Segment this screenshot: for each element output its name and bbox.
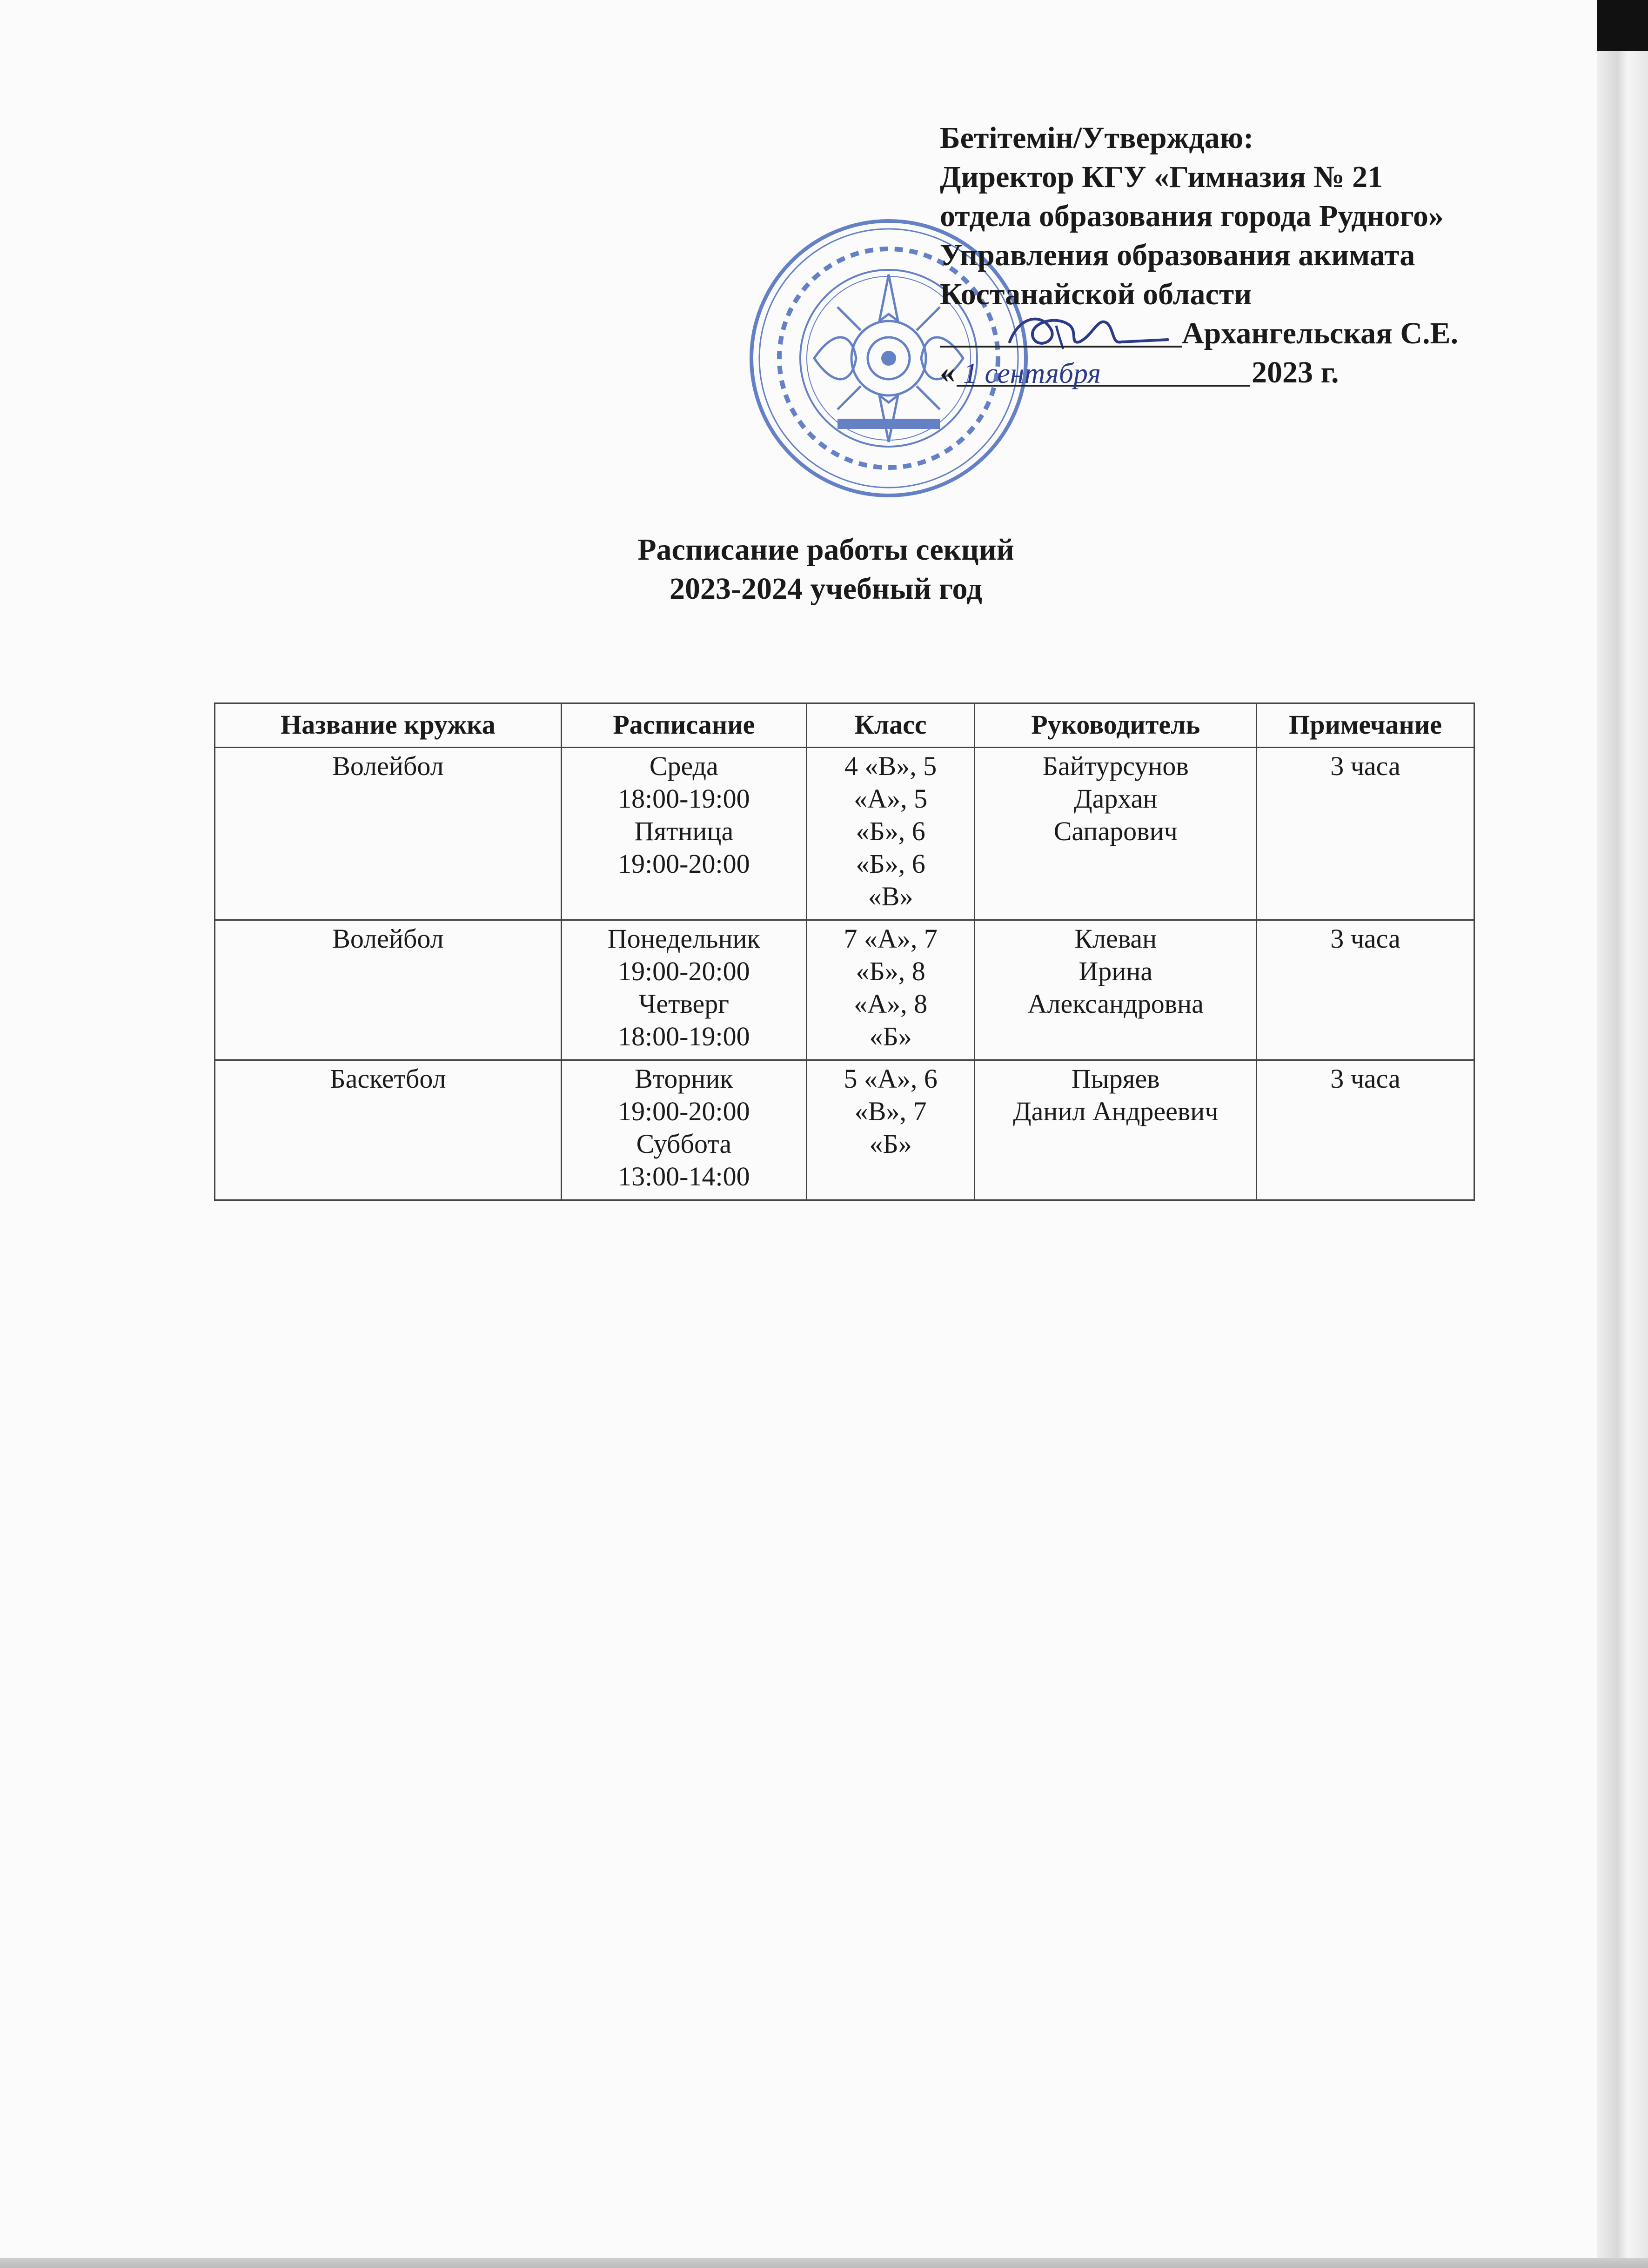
header-leader: Руководитель — [975, 703, 1257, 748]
approval-block — [940, 119, 1554, 392]
cell-schedule — [561, 920, 806, 1060]
cell-name: Волейбол — [215, 748, 562, 920]
cell-leader — [975, 1060, 1257, 1200]
leader-line: Пыряев — [1071, 1064, 1160, 1094]
header-note: Примечание — [1257, 703, 1474, 748]
cell-note: 3 часа — [1257, 748, 1474, 920]
leader-line: Дархан — [1074, 783, 1158, 814]
scan-bottom-strip — [0, 2258, 1648, 2268]
cell-class — [806, 1060, 975, 1200]
schedule-line: Вторник — [635, 1064, 733, 1094]
schedule-line: Суббота — [636, 1129, 732, 1159]
class-line: «Б», 6 — [856, 816, 925, 846]
cell-class — [806, 748, 975, 920]
schedule-line: Среда — [649, 751, 718, 781]
class-line: «В» — [868, 881, 913, 911]
class-line: «Б» — [869, 1021, 912, 1051]
table-row — [215, 748, 1474, 920]
table-row — [215, 920, 1474, 1060]
cell-note: 3 часа — [1257, 1060, 1474, 1200]
document-title — [0, 530, 1648, 609]
signer-name: Архангельская С.Е. — [1182, 316, 1459, 350]
signature-underline — [940, 346, 1182, 348]
class-line: «А», 5 — [854, 783, 928, 814]
approval-organization: отдела образования города Рудного» — [940, 199, 1444, 233]
cell-note: 3 часа — [1257, 920, 1474, 1060]
approval-region: Костанайской области — [940, 277, 1252, 311]
class-line: «А», 8 — [854, 989, 928, 1019]
schedule-line: 19:00-20:00 — [618, 1096, 750, 1126]
table-header-row — [215, 703, 1474, 748]
cell-class — [806, 920, 975, 1060]
schedule-line: 18:00-19:00 — [618, 783, 750, 814]
header-name: Название кружка — [215, 703, 562, 748]
schedule-line: 19:00-20:00 — [618, 956, 750, 986]
scan-edge-shadow — [1597, 0, 1648, 2268]
leader-line: Александровна — [1027, 989, 1204, 1019]
schedule-line: Понедельник — [607, 923, 760, 954]
schedule-line: Пятница — [634, 816, 734, 846]
class-line: «В», 7 — [854, 1096, 927, 1126]
title-line-2: 2023-2024 учебный год — [670, 572, 982, 606]
schedule-line: 18:00-19:00 — [618, 1021, 750, 1051]
class-line: «Б» — [869, 1129, 912, 1159]
class-line: 5 «А», 6 — [844, 1064, 938, 1094]
scan-corner-dark — [1597, 0, 1648, 51]
leader-line: Сапарович — [1053, 816, 1178, 846]
leader-line: Байтурсунов — [1042, 751, 1189, 781]
leader-line: Ирина — [1079, 956, 1153, 986]
schedule-table — [214, 702, 1475, 1201]
date-handwritten: 1 сентября — [963, 358, 1101, 389]
schedule-line: 13:00-14:00 — [618, 1161, 750, 1191]
header-class: Класс — [806, 703, 975, 748]
header-schedule: Расписание — [561, 703, 806, 748]
title-line-1: Расписание работы секций — [637, 533, 1014, 567]
leader-line: Данил Андреевич — [1013, 1096, 1219, 1126]
schedule-line: 19:00-20:00 — [618, 849, 750, 879]
cell-name: Баскетбол — [215, 1060, 562, 1200]
cell-schedule — [561, 748, 806, 920]
approval-department: Управления образования акимата — [940, 238, 1415, 272]
table-row — [215, 1060, 1474, 1200]
class-line: «Б», 8 — [856, 956, 925, 986]
class-line: 4 «В», 5 — [844, 751, 937, 781]
leader-line: Клеван — [1074, 923, 1157, 954]
cell-leader — [975, 920, 1257, 1060]
schedule-line: Четверг — [638, 989, 730, 1019]
approval-position: Директор КГУ «Гимназия № 21 — [940, 160, 1383, 194]
date-line — [940, 353, 1554, 392]
signature-line — [940, 314, 1554, 353]
date-open-quote: « — [940, 355, 955, 389]
date-year: 2023 г. — [1252, 355, 1339, 389]
cell-schedule — [561, 1060, 806, 1200]
approval-heading: Бетітемін/Утверждаю: — [940, 121, 1254, 155]
cell-leader — [975, 748, 1257, 920]
class-line: «Б», 6 — [856, 849, 925, 879]
class-line: 7 «А», 7 — [844, 923, 938, 954]
cell-name: Волейбол — [215, 920, 562, 1060]
